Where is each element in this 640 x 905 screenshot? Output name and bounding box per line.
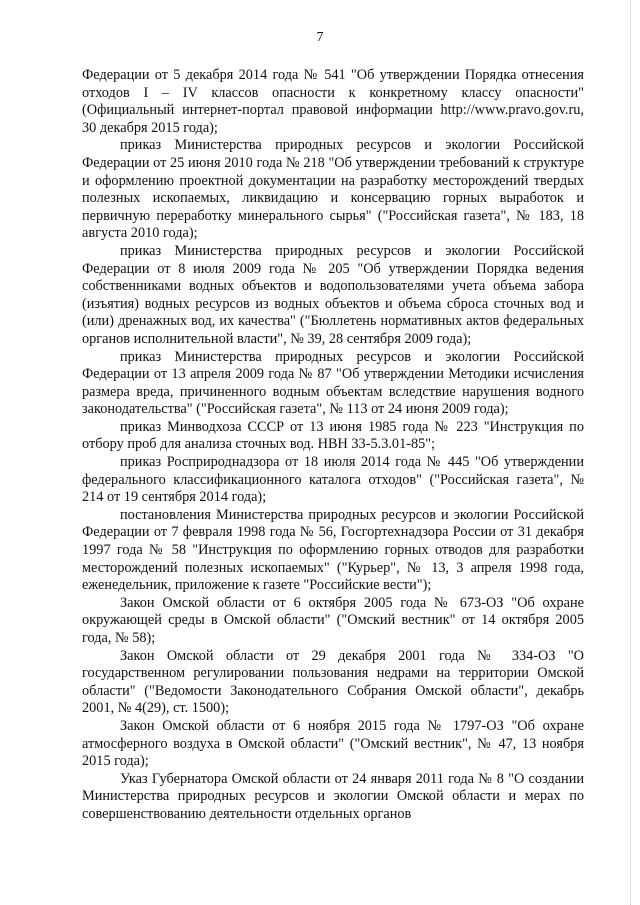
paragraph-order-87: приказ Министерства природных ресурсов и экологии Российской Федерации от 13 апреля 2009 года № 87 "Об утверждении Методики исчисления размера вреда, причиненного водным объектам вследствие нарушения водного законодательства" ("Российская газета", № 113 от 24 июня 2009 года); bbox=[82, 348, 584, 418]
paragraph-law-1797: Закон Омской области от 6 ноября 2015 года № 1797-ОЗ "Об охране атмосферного воздуха в Омской области" ("Омский вестник", № 47, 13 ноября 2015 года); bbox=[82, 717, 584, 770]
paragraph-resolution-56: постановления Министерства природных ресурсов и экологии Российской Федерации от 7 февраля 1998 года № 56, Госгортехнадзора России от 31 декабря 1997 года № 58 "Инструкция по оформлению горных отводов для разработки месторождений полезных ископаемых" ("Курьер", № 13, 3 апреля 1998 года, еженедельник, приложение к газете "Российские вести"); bbox=[82, 506, 584, 594]
paragraph-order-205: приказ Министерства природных ресурсов и экологии Российской Федерации от 8 июля 2009 года № 205 "Об утверждении Порядка ведения собственниками водных объектов и водопользователями учета объема забора (изъятия) водных ресурсов из водных объектов и объема сброса сточных вод и (или) дренажных вод, их качества" ("Бюллетень нормативных актов федеральных органов исполнительной власти", № 39, 28 сентября 2009 года); bbox=[82, 242, 584, 347]
page-number: 7 bbox=[316, 30, 324, 45]
paragraph-law-673: Закон Омской области от 6 октября 2005 года № 673-ОЗ "Об охране окружающей среды в Омской области" ("Омский вестник" от 14 октября 2005 года, № 58); bbox=[82, 594, 584, 646]
paragraph-continuation: Федерации от 5 декабря 2014 года № 541 "Об утверждении Порядка отнесения отходов I – IV классов опасности к конкретному классу опасности" (Официальный интернет-портал правовой информации http://www.pravo.gov.ru, 30 декабря 2015 года); bbox=[82, 67, 584, 136]
document-body bbox=[82, 67, 584, 824]
paragraph-order-445: приказ Росприроднадзора от 18 июля 2014 года № 445 "Об утверждении федерального классификационного каталога отходов" ("Российская газета", № 214 от 19 сентября 2014 года); bbox=[82, 454, 584, 506]
paragraph-decree-8: Указ Губернатора Омской области от 24 января 2011 года № 8 "О создании Министерства природных ресурсов и экологии Омской области и мерах по совершенствованию деятельности отдельных органов bbox=[82, 770, 584, 822]
paragraph-law-334: Закон Омской области от 29 декабря 2001 года № 334-ОЗ "О государственном регулировании пользования недрами на территории Омской области" ("Ведомости Законодательного Собрания Омской области", декабрь 2001, № 4(29), ст. 1500); bbox=[82, 647, 584, 717]
paragraph-order-223: приказ Минводхоза СССР от 13 июня 1985 года № 223 "Инструкция по отбору проб для анализа сточных вод. НВН 33-5.3.01-85"; bbox=[82, 418, 584, 453]
paragraph-order-218: приказ Министерства природных ресурсов и экологии Российской Федерации от 25 июня 2010 года № 218 "Об утверждении требований к структуре и оформлению проектной документации на разработку месторождений твердых полезных ископаемых, ликвидацию и консервацию горных выработок и первичную переработку минерального сырья" ("Российская газета", № 183, 18 августа 2010 года); bbox=[82, 137, 584, 242]
scan-edge-divider bbox=[630, 0, 632, 905]
